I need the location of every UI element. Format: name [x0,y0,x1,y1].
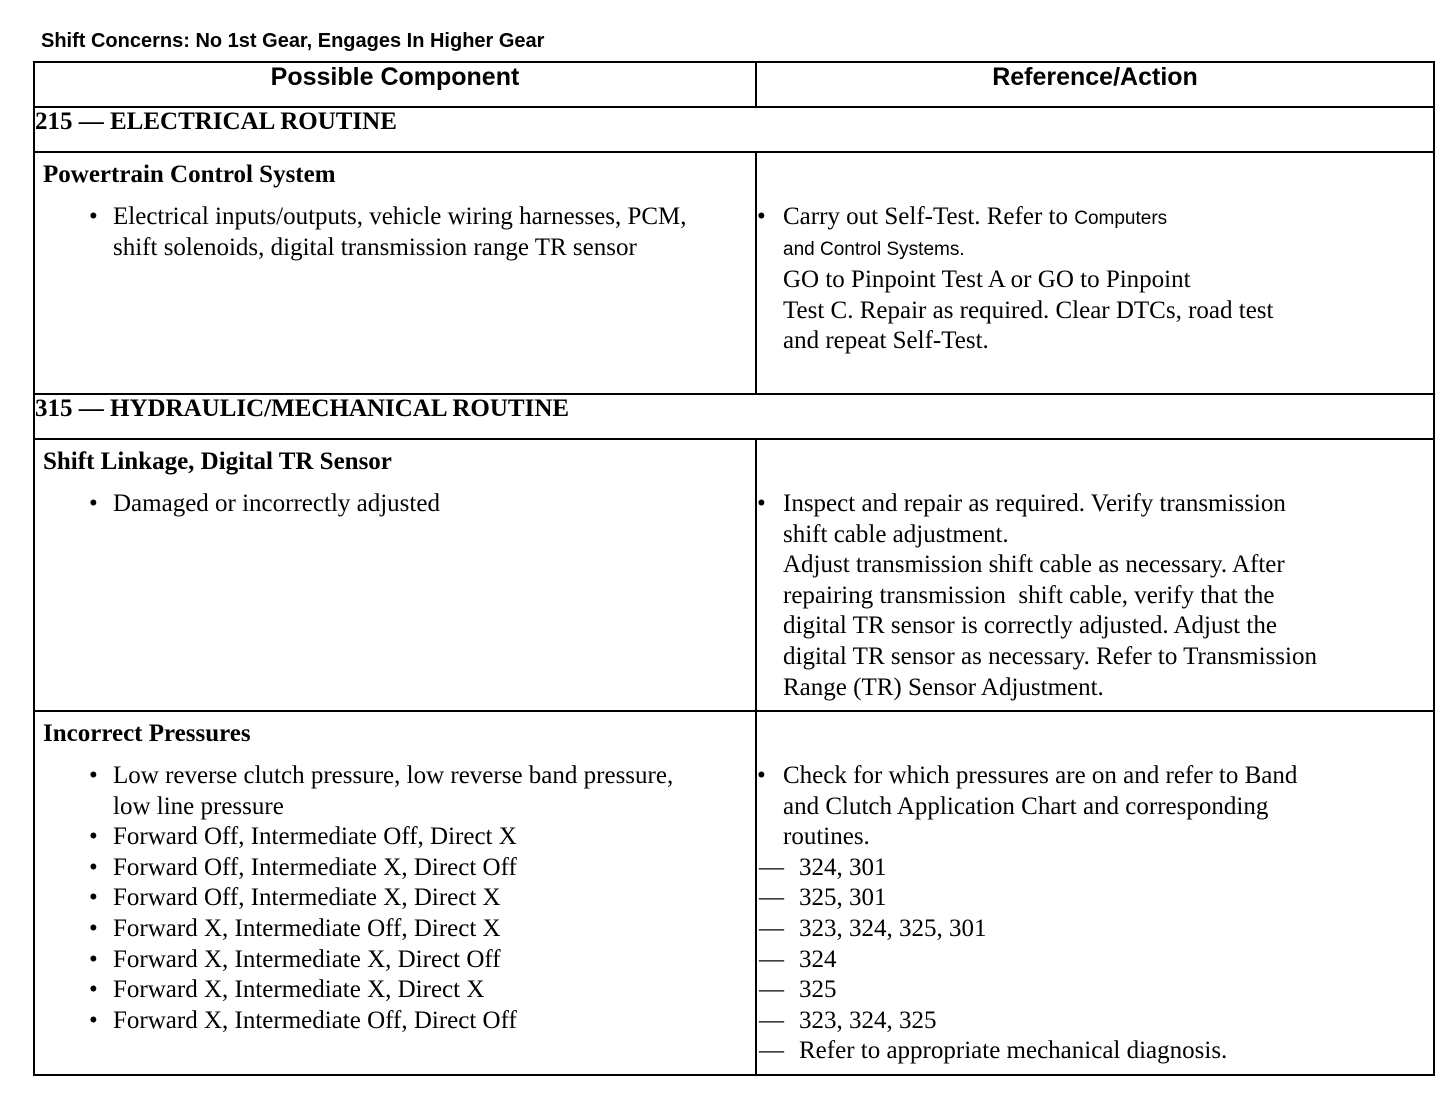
dash-icon: — [759,976,784,1004]
action-list [757,761,1433,853]
dash-icon: — [759,1037,784,1065]
action-line: Inspect and repair as required. Verify transmission [783,490,1286,517]
column-header-component: Possible Component [34,62,756,107]
routine-list [759,853,1433,1067]
list-item: • Forward X, Intermediate X, Direct Off [113,945,695,976]
action-line: Check for which pressures are on and refer to Band [783,762,1298,789]
bullet-icon: • [757,490,766,517]
list-item: • Electrical inputs/outputs, vehicle wiring harnesses, PCM, shift solenoids, digital transmission range TR sensor [89,203,687,261]
bullet-icon: • [89,945,98,973]
table-row-shift-linkage [34,439,1434,711]
reference-link-cont: and Control Systems. [783,238,965,260]
table-row-powertrain [34,152,1434,394]
action-line: Adjust transmission shift cable as necessary. After [783,551,1285,579]
bullet-icon: • [757,762,766,789]
table-header-row [34,62,1434,107]
section-row-electrical [34,107,1434,152]
component-cell [34,439,756,711]
bullet-icon: • [89,762,98,789]
dash-icon: — [759,884,784,912]
routine-item: — 324 [759,945,1433,976]
bullet-icon: • [89,853,98,881]
component-title: Powertrain Control System [43,161,336,188]
diagnosis-table [33,61,1435,1076]
list-item: • Forward X, Intermediate Off, Direct Off [113,1006,695,1037]
dash-icon: — [759,914,784,942]
bullet-icon: • [757,203,766,230]
bullet-icon: • [89,914,98,942]
list-item: • Damaged or incorrectly adjusted [113,489,755,520]
component-title: Shift Linkage, Digital TR Sensor [43,448,392,475]
list-item: • Forward Off, Intermediate X, Direct Off [113,853,695,884]
action-line: Range (TR) Sensor Adjustment. [783,673,1104,701]
dash-icon: — [759,945,784,973]
action-line: repairing transmission shift cable, verify that the [783,581,1275,609]
action-list [757,489,1433,703]
component-list [35,761,695,1036]
action-line: and repeat Self-Test. [783,327,989,355]
action-line: digital TR sensor as necessary. Refer to Transmission [783,642,1317,670]
action-line: digital TR sensor is correctly adjusted. Adjust the [783,612,1277,640]
page-title: Shift Concerns: No 1st Gear, Engages In Higher Gear [41,30,545,52]
action-cell [756,711,1434,1075]
bullet-icon: • [89,1006,98,1034]
action-line: shift cable adjustment. [783,520,1009,548]
bullet-icon: • [89,976,98,1004]
action-line: GO to Pinpoint Test A or GO to Pinpoint [783,266,1191,294]
section-label-electrical: 215 — ELECTRICAL ROUTINE [34,107,1434,152]
section-row-hydraulic [34,394,1434,439]
list-item [757,761,1433,853]
action-line: routines. [783,823,870,851]
routine-item: — Refer to appropriate mechanical diagnosis. [759,1036,1433,1067]
action-line: and Clutch Application Chart and corresponding [783,792,1269,820]
routine-item: — 323, 324, 325 [759,1006,1433,1037]
bullet-icon: • [89,884,98,912]
list-item: • Forward Off, Intermediate X, Direct X [113,883,695,914]
dash-icon: — [759,853,784,881]
component-title: Incorrect Pressures [43,720,251,747]
bullet-icon: • [89,203,98,230]
list-item: • Forward Off, Intermediate Off, Direct X [113,822,695,853]
action-cell [756,439,1434,711]
component-cell [34,152,756,394]
action-line: Test C. Repair as required. Clear DTCs, road test [783,296,1274,324]
component-list [35,489,755,520]
action-cell [756,152,1434,394]
dash-icon: — [759,1006,784,1034]
action-list [757,202,1433,357]
section-label-hydraulic: 315 — HYDRAULIC/MECHANICAL ROUTINE [34,394,1434,439]
list-item: • Forward X, Intermediate Off, Direct X [113,914,695,945]
bullet-icon: • [89,823,98,851]
column-header-action: Reference/Action [756,62,1434,107]
routine-item: — 325 [759,975,1433,1006]
component-cell [34,711,756,1075]
list-item: • Low reverse clutch pressure, low reverse band pressure, low line pressure [89,762,674,820]
table-row-pressures [34,711,1434,1075]
list-item [757,202,1433,357]
routine-item: — 323, 324, 325, 301 [759,914,1433,945]
component-list [35,202,715,263]
action-text: Carry out Self-Test. Refer to [783,203,1068,230]
bullet-icon: • [89,490,98,517]
reference-link: Computers [1074,208,1168,229]
list-item [757,489,1433,703]
list-item: • Forward X, Intermediate X, Direct X [113,975,695,1006]
routine-item: — 325, 301 [759,883,1433,914]
routine-item: — 324, 301 [759,853,1433,884]
